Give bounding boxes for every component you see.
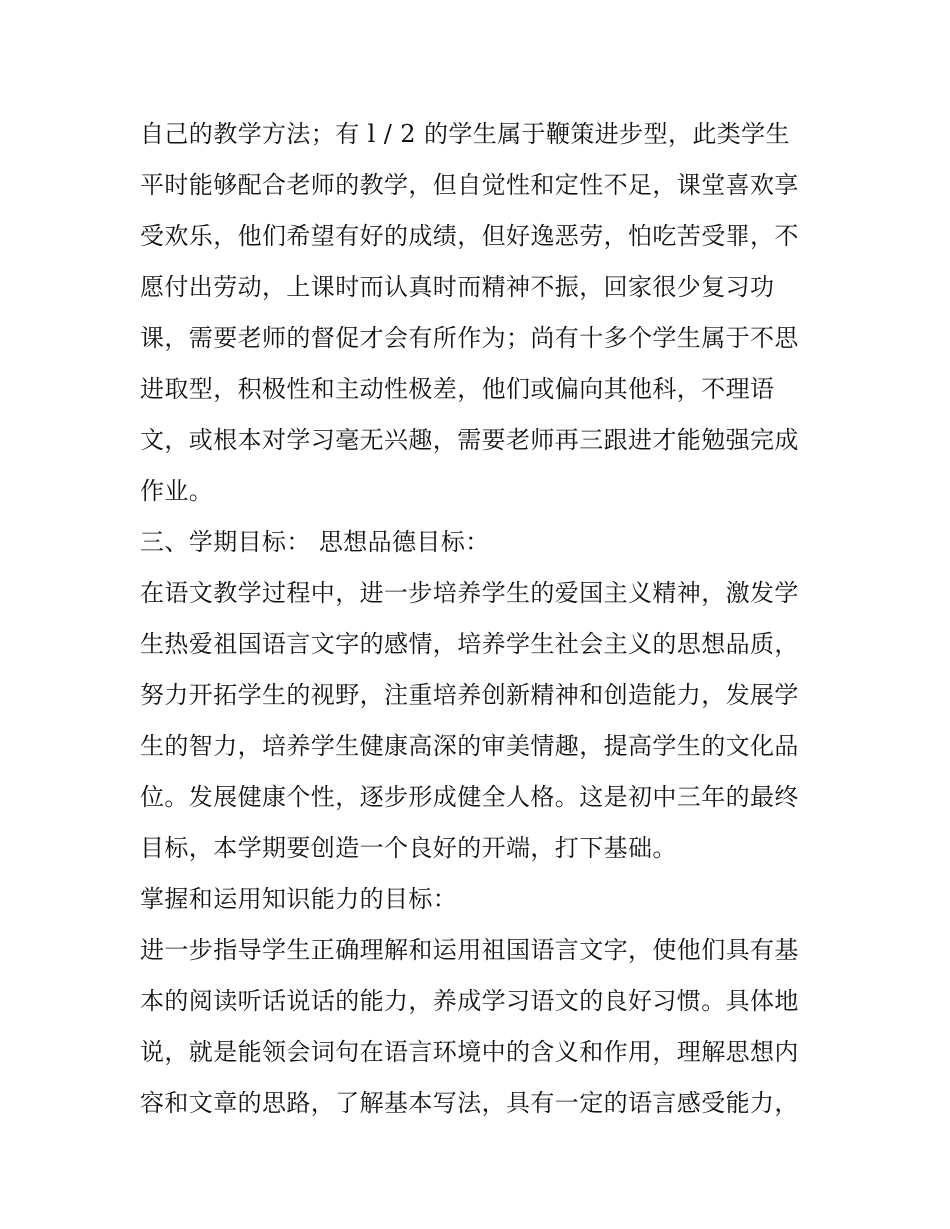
text-line: 进取型，积极性和主动性极差，他们或偏向其他科，不理语 bbox=[140, 375, 775, 403]
text-line: 本的阅读听话说话的能力，养成学习语文的良好习惯。具体地 bbox=[140, 987, 799, 1015]
text-line: 作业。 bbox=[140, 477, 214, 505]
text-line: 在语文教学过程中，进一步培养学生的爱国主义精神，激发学 bbox=[140, 579, 799, 607]
text-line: 生的智力，培养学生健康高深的审美情趣，提高学生的文化品 bbox=[140, 732, 799, 760]
body-text bbox=[140, 109, 830, 1129]
text-line: 容和文章的思路，了解基本写法，具有一定的语言感受能力， bbox=[140, 1089, 799, 1117]
text-line: 目标，本学期要创造一个良好的开端，打下基础。 bbox=[140, 834, 677, 862]
text-line: 课，需要老师的督促才会有所作为；尚有十多个学生属于不思 bbox=[140, 324, 799, 352]
text-line: 受欢乐，他们希望有好的成绩，但好逸恶劳，怕吃苦受罪，不 bbox=[140, 222, 799, 250]
text-line: 文，或根本对学习毫无兴趣，需要老师再三跟进才能勉强完成 bbox=[140, 426, 799, 454]
text-line: 进一步指导学生正确理解和运用祖国语言文字，使他们具有基 bbox=[140, 936, 799, 964]
text-line: 位。发展健康个性，逐步形成健全人格。这是初中三年的最终 bbox=[140, 783, 799, 811]
text-line: 说，就是能领会词句在语言环境中的含义和作用，理解思想内 bbox=[140, 1038, 799, 1066]
subheading: 掌握和运用知识能力的目标： bbox=[140, 885, 458, 913]
text-line: 生热爱祖国语言文字的感情，培养学生社会主义的思想品质， bbox=[140, 630, 799, 658]
section-heading: 三、学期目标： 思想品德目标： bbox=[140, 528, 490, 556]
text-line: 愿付出劳动，上课时而认真时而精神不振，回家很少复习功 bbox=[140, 273, 775, 301]
text-line: 自己的教学方法；有 l / 2 的学生属于鞭策进步型，此类学生 bbox=[140, 120, 790, 148]
text-line: 平时能够配合老师的教学，但自觉性和定性不足，课堂喜欢享 bbox=[140, 171, 799, 199]
text-line: 努力开拓学生的视野，注重培养创新精神和创造能力，发展学 bbox=[140, 681, 799, 709]
